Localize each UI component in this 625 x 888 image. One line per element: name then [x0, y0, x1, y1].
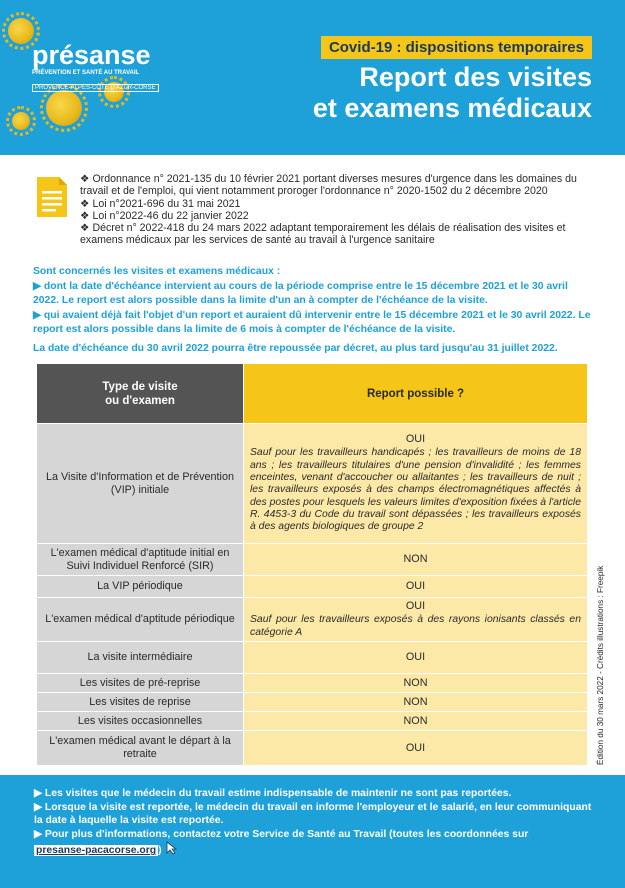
report-cell — [244, 598, 588, 642]
report-cell — [244, 544, 588, 576]
legal-references — [80, 173, 592, 247]
website-link[interactable]: presanse-pacacorse.org — [36, 845, 157, 857]
report-cell — [244, 642, 588, 674]
report-cell — [244, 693, 588, 712]
footer-close-paren: ) — [158, 845, 162, 857]
report-cell — [244, 731, 588, 766]
reference-item: ❖ Loi n°2021-696 du 31 mai 2021 — [80, 197, 241, 210]
visit-type-cell: L'examen médical d'aptitude initial en Suivi Individuel Renforcé (SIR) — [37, 544, 244, 576]
edition-note: Édition du 30 mars 2022 - Crédits illustrations : Freepik — [596, 565, 605, 765]
concerned-item: ▶ qui avaient déjà fait l'objet d'un report et auraient dû intervenir entre le 15 décembre 2021 et le 30 avril 2022. Le report est alors possible dans la limite de 6 mois à compter de l'échéance de la visite. — [33, 309, 591, 335]
visit-type-cell: Les visites occasionnelles — [37, 712, 244, 731]
visit-type-cell: La Visite d'Information et de Prévention (VIP) initiale — [37, 424, 244, 544]
table-row — [37, 642, 588, 674]
logo-region: PROVENCE-ALPES-CÔTE D'AZUR-CORSE — [32, 84, 159, 92]
footer-item: ▶ Lorsque la visite est reportée, le médecin du travail en informe l'employeur et le salarié, en leur communiquant la date à laquelle la visite est reportée. — [34, 801, 592, 827]
report-value: NON — [403, 676, 428, 689]
covid-tag: Covid-19 : dispositions temporaires — [321, 36, 592, 59]
table-row — [37, 424, 588, 544]
report-value: NON — [403, 553, 428, 565]
report-cell — [244, 424, 588, 544]
report-exception: Sauf pour les travailleurs handicapés ; les travailleurs de moins de 18 ans ; les travailleurs titulaires d'une pension d'invalidité ; les femmes enceintes, venant d'accoucher ou allaitantes ; les travailleurs de nuit ; les travailleurs exposés à des champs électromagnétiques affectés à des postes pour lesquels les valeurs limites d'exposition fixées à l'article R. 4453-3 du Code du travail sont dépassées ; les travailleurs exposés à des agents biologiques de groupe 2 — [250, 447, 581, 533]
table-row — [37, 693, 588, 712]
reference-item: ❖ Loi n°2022-46 du 22 janvier 2022 — [80, 209, 249, 222]
visits-table — [36, 363, 588, 766]
column-header-report: Report possible ? — [244, 364, 588, 424]
report-exception: Sauf pour les travailleurs exposés à des rayons ionisants classés en catégorie A — [250, 614, 581, 638]
logo-tagline: PRÉVENTION ET SANTÉ AU TRAVAIL — [32, 70, 140, 76]
table-row — [37, 712, 588, 731]
echeance-note: La date d'échéance du 30 avril 2022 pourra être repoussée par décret, au plus tard jusqu'au 31 juillet 2022. — [33, 342, 558, 354]
table-row — [37, 674, 588, 693]
concerned-intro: Sont concernés les visites et examens médicaux : — [33, 266, 281, 277]
visit-type-cell: Les visites de pré-reprise — [37, 674, 244, 693]
virus-illustration — [8, 18, 34, 44]
page-title-line1: Report des visites — [359, 62, 592, 92]
footer-item — [34, 828, 595, 858]
visit-type-cell: L'examen médical avant le départ à la retraite — [37, 731, 244, 766]
report-cell — [244, 576, 588, 598]
cursor-icon — [165, 841, 181, 855]
report-cell — [244, 712, 588, 731]
report-value: OUI — [405, 600, 426, 613]
header-banner — [0, 0, 625, 155]
column-header-type-line2: ou d'examen — [105, 394, 175, 407]
reference-item: ❖ Décret n° 2022-418 du 24 mars 2022 adaptant temporairement les délais de réalisation des visites et examens médicaux par les services de santé au travail à l'urgence sanitaire — [80, 222, 566, 247]
table-row — [37, 598, 588, 642]
document-icon — [35, 175, 69, 219]
column-header-type — [37, 364, 244, 424]
report-value: OUI — [405, 433, 426, 446]
visit-type-cell: Les visites de reprise — [37, 693, 244, 712]
column-header-type-line1: Type de visite — [102, 380, 178, 393]
footer-item-text: ▶ Pour plus d'informations, contactez votre Service de Santé au Travail (toutes les coordonnées sur — [34, 828, 529, 840]
table-header-row — [37, 364, 588, 424]
report-value: NON — [403, 695, 428, 708]
report-value: OUI — [405, 741, 426, 754]
page-title — [313, 62, 592, 124]
visit-type-cell: L'examen médical d'aptitude périodique — [37, 598, 244, 642]
report-value: OUI — [405, 580, 426, 592]
visit-type-cell: La VIP périodique — [37, 576, 244, 598]
visit-type-cell: La visite intermédiaire — [37, 642, 244, 674]
concerned-section — [33, 265, 593, 356]
footer-banner — [0, 775, 625, 888]
report-cell — [244, 674, 588, 693]
presanse-logo — [32, 40, 162, 94]
table-row — [37, 576, 588, 598]
report-value: OUI — [405, 651, 426, 663]
page-title-line2: et examens médicaux — [312, 93, 592, 123]
virus-illustration — [12, 112, 30, 130]
virus-illustration — [46, 90, 82, 126]
table-row — [37, 544, 588, 576]
report-value: NON — [403, 714, 428, 727]
footer-item: ▶ Les visites que le médecin du travail estime indispensable de maintenir ne sont pas reportées. — [34, 788, 512, 799]
concerned-item: ▶ dont la date d'échéance intervient au cours de la période comprise entre le 15 décembre 2021 et le 30 avril 2022. Le report est alors possible dans la limite d'un an à compter de l'échéance de la visite. — [33, 280, 568, 306]
reference-item: ❖ Ordonnance n° 2021-135 du 10 février 2021 portant diverses mesures d'urgence dans les domaines du travail et de l'emploi, qui vient notamment proroger l'ordonnance n° 2020-1502 du 2 décembre 2020 — [80, 173, 577, 198]
table-row — [37, 731, 588, 766]
logo-wordmark: présanse — [32, 40, 151, 70]
